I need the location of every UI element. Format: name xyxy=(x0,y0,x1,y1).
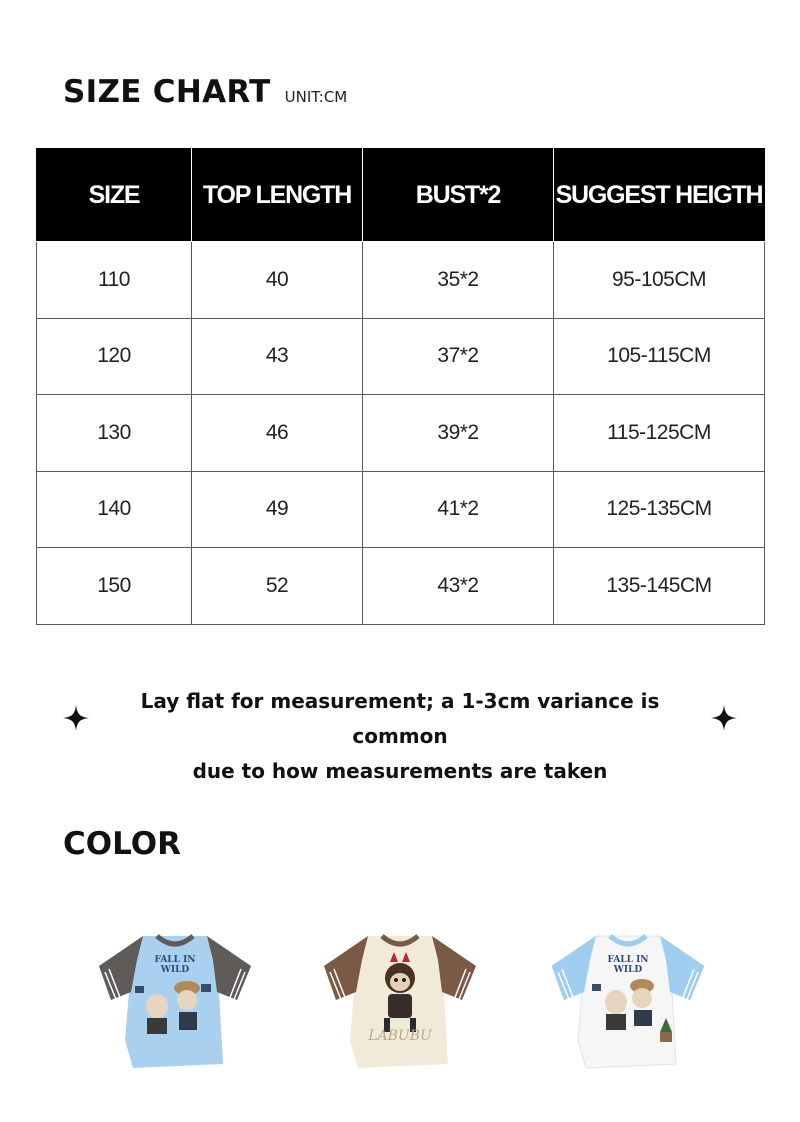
tshirt-icon xyxy=(548,922,708,1082)
tshirt-swatch-cream-brown[interactable] xyxy=(320,922,480,1082)
size-table xyxy=(36,148,765,625)
header-bust: BUST*2 xyxy=(363,149,554,242)
svg-text:WILD: WILD xyxy=(613,965,643,975)
cell-size: 130 xyxy=(37,395,192,472)
cell-height: 135-145CM xyxy=(554,548,765,625)
cell-size: 120 xyxy=(37,318,192,395)
table-row xyxy=(37,318,765,395)
sparkle-icon xyxy=(62,704,90,732)
cell-height: 115-125CM xyxy=(554,395,765,472)
measurement-note xyxy=(90,684,710,789)
note-line-2: due to how measurements are taken xyxy=(192,759,608,783)
table-header-row xyxy=(37,149,765,242)
cell-top-length: 46 xyxy=(192,395,363,472)
table-row xyxy=(37,395,765,472)
cell-size: 150 xyxy=(37,548,192,625)
size-chart-header xyxy=(63,74,347,110)
svg-text:FALL IN: FALL IN xyxy=(607,955,649,965)
tshirt-swatch-white-blue[interactable] xyxy=(548,922,708,1082)
svg-text:WILD: WILD xyxy=(160,965,190,975)
header-suggest-height: SUGGEST HEIGTH xyxy=(554,149,765,242)
tshirt-icon xyxy=(95,922,255,1082)
cell-bust: 37*2 xyxy=(363,318,554,395)
cell-bust: 43*2 xyxy=(363,548,554,625)
svg-text:FALL IN: FALL IN xyxy=(154,955,196,965)
sparkle-icon xyxy=(710,704,738,732)
cell-size: 140 xyxy=(37,471,192,548)
cell-top-length: 52 xyxy=(192,548,363,625)
header-size: SIZE xyxy=(37,149,192,242)
page-title: SIZE CHART xyxy=(63,74,271,110)
print-text: LABUBU xyxy=(368,1028,432,1044)
cell-bust: 41*2 xyxy=(363,471,554,548)
cell-size: 110 xyxy=(37,242,192,319)
tshirt-swatch-blue-grey[interactable] xyxy=(95,922,255,1082)
table-row xyxy=(37,242,765,319)
table-row xyxy=(37,471,765,548)
cell-bust: 39*2 xyxy=(363,395,554,472)
cell-bust: 35*2 xyxy=(363,242,554,319)
cell-top-length: 40 xyxy=(192,242,363,319)
cell-height: 125-135CM xyxy=(554,471,765,548)
cell-top-length: 49 xyxy=(192,471,363,548)
color-section-title: COLOR xyxy=(63,826,181,862)
cell-height: 105-115CM xyxy=(554,318,765,395)
note-line-1: Lay flat for measurement; a 1-3cm variance is common xyxy=(140,689,660,748)
table-row xyxy=(37,548,765,625)
header-top-length: TOP LENGTH xyxy=(192,149,363,242)
tshirt-icon xyxy=(320,922,480,1082)
cell-height: 95-105CM xyxy=(554,242,765,319)
unit-label: UNIT:CM xyxy=(284,88,348,106)
cell-top-length: 43 xyxy=(192,318,363,395)
